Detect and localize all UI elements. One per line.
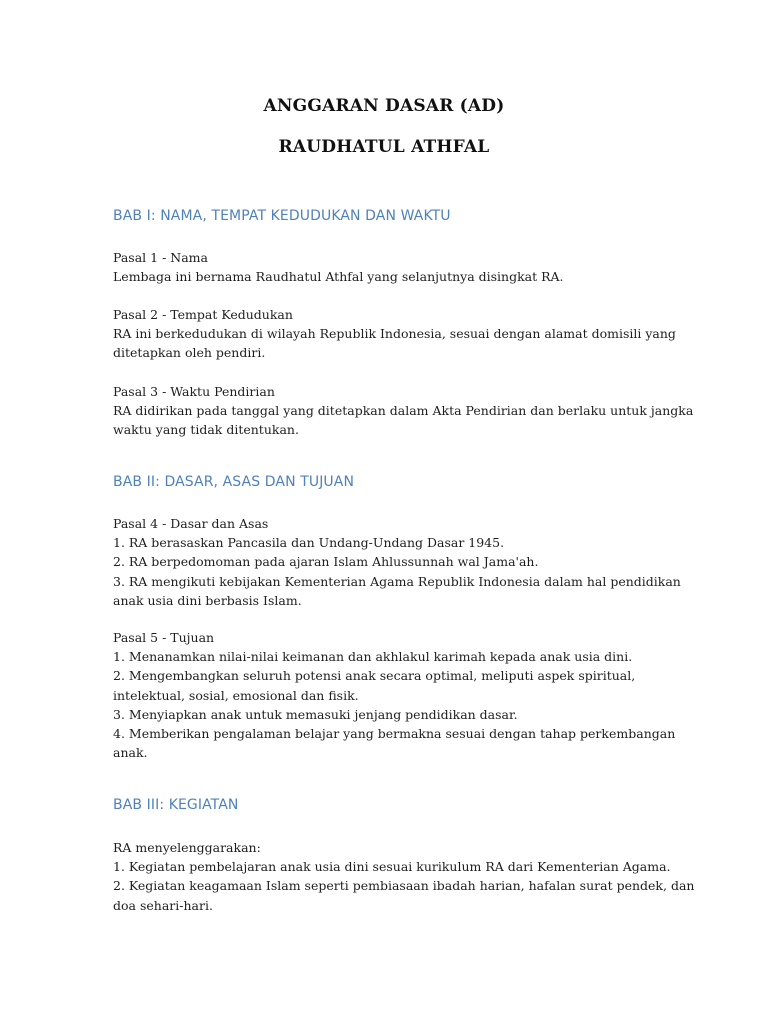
pasal-5-item: 1. Menanamkan nilai-nilai keimanan dan akhlakul karimah kepada anak usia dini. xyxy=(113,649,633,665)
pasal-3-text-line: waktu yang tidak ditentukan. xyxy=(113,422,299,438)
pasal-5-label: Pasal 5 - Tujuan xyxy=(113,630,215,645)
pasal-4-item: 1. RA berasaskan Pancasila dan Undang-Undang Dasar 1945. xyxy=(113,535,505,551)
pasal-1-text: Lembaga ini bernama Raudhatul Athfal yang selanjutnya disingkat RA. xyxy=(113,269,564,285)
pasal-4 xyxy=(113,514,681,610)
document-title: ANGGARAN DASAR (AD) xyxy=(263,96,505,116)
pasal-2-text-line: ditetapkan oleh pendiri. xyxy=(113,345,266,361)
kegiatan-intro: RA menyelenggarakan: xyxy=(113,840,261,855)
pasal-4-item: 3. RA mengikuti kebijakan Kementerian Agama Republik Indonesia dalam hal pendidikan xyxy=(113,573,681,589)
pasal-2-text-line: RA ini berkedudukan di wilayah Republik Indonesia, sesuai dengan alamat domisili yang xyxy=(113,326,676,342)
pasal-5-item: 2. Mengembangkan seluruh potensi anak secara optimal, meliputi aspek spiritual, xyxy=(113,668,636,684)
pasal-4-item: anak usia dini berbasis Islam. xyxy=(113,592,302,608)
pasal-5 xyxy=(113,628,676,762)
kegiatan-item: doa sehari-hari. xyxy=(113,897,213,913)
pasal-5-item: 4. Memberikan pengalaman belajar yang bermakna sesuai dengan tahap perkembangan xyxy=(113,726,676,742)
pasal-4-item: 2. RA berpedomoman pada ajaran Islam Ahlussunnah wal Jama'ah. xyxy=(113,554,539,570)
pasal-3-label: Pasal 3 - Waktu Pendirian xyxy=(113,384,275,399)
pasal-3-text-line: RA didirikan pada tanggal yang ditetapkan dalam Akta Pendirian dan berlaku untuk jangka xyxy=(113,403,694,419)
pasal-2-label: Pasal 2 - Tempat Kedudukan xyxy=(113,307,293,322)
kegiatan-item: 2. Kegiatan keagamaan Islam seperti pembiasaan ibadah harian, hafalan surat pendek, dan xyxy=(113,878,695,894)
pasal-1 xyxy=(113,248,658,286)
pasal-5-item: intelektual, sosial, emosional dan fisik. xyxy=(113,687,359,703)
pasal-3 xyxy=(113,382,694,440)
document-subtitle: RAUDHATUL ATHFAL xyxy=(278,137,490,157)
bab-2-heading: BAB II: DASAR, ASAS DAN TUJUAN xyxy=(113,474,355,490)
pasal-2 xyxy=(113,305,676,363)
kegiatan xyxy=(113,838,695,915)
bab-3-heading: BAB III: KEGIATAN xyxy=(113,797,239,813)
bab-1-heading: BAB I: NAMA, TEMPAT KEDUDUKAN DAN WAKTU xyxy=(113,208,451,224)
kegiatan-item: 1. Kegiatan pembelajaran anak usia dini sesuai kurikulum RA dari Kementerian Agama. xyxy=(113,859,671,875)
pasal-1-label: Pasal 1 - Nama xyxy=(113,250,208,265)
pasal-4-label: Pasal 4 - Dasar dan Asas xyxy=(113,516,269,531)
pasal-5-item: 3. Menyiapkan anak untuk memasuki jenjang pendidikan dasar. xyxy=(113,706,518,722)
pasal-5-item: anak. xyxy=(113,745,148,761)
